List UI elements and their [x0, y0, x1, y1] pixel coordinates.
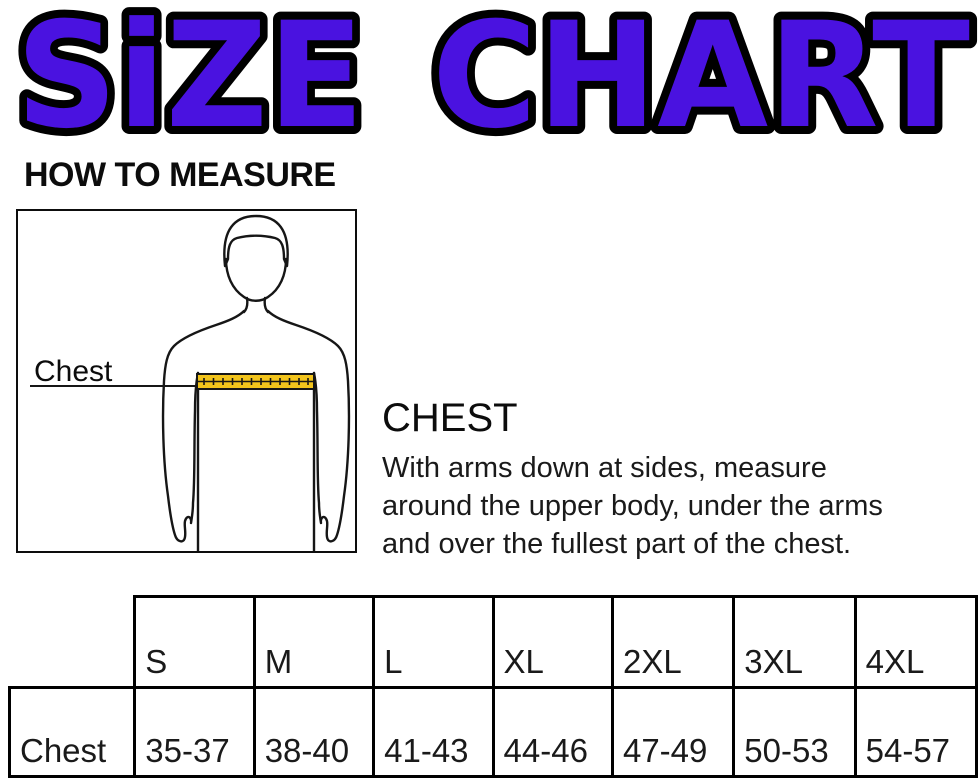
- chest-value-2xl: 47-49: [612, 688, 733, 777]
- chest-value-m: 38-40: [254, 688, 373, 777]
- chest-instructions-line-2: around the upper body, under the arms: [382, 490, 883, 522]
- size-column-header-3xl: 3XL: [734, 597, 855, 688]
- chest-value-3xl: 50-53: [734, 688, 855, 777]
- size-column-header-xl: XL: [493, 597, 612, 688]
- figure-left-arm: [163, 311, 244, 541]
- chest-instructions: [382, 449, 957, 563]
- chest-instructions-line-3: and over the fullest part of the chest.: [382, 528, 852, 560]
- table-corner-cell: [10, 597, 135, 688]
- chest-value-xl: 44-46: [493, 688, 612, 777]
- figure-face: [226, 259, 286, 301]
- body-figure-illustration: [18, 211, 355, 551]
- chest-section-heading: CHEST: [382, 396, 518, 440]
- chest-value-l: 41-43: [374, 688, 493, 777]
- size-header-row: [10, 597, 977, 688]
- chest-label: Chest: [34, 355, 113, 388]
- figure-hair: [224, 216, 287, 266]
- size-column-header-m: M: [254, 597, 373, 688]
- chest-measurement-row: [10, 688, 977, 777]
- title-word-size: SiZE: [16, 0, 364, 152]
- chest-value-4xl: 54-57: [855, 688, 976, 777]
- size-chart-title: [0, 0, 978, 152]
- how-to-measure-heading: HOW TO MEASURE: [24, 156, 336, 194]
- chest-value-s: 35-37: [135, 688, 254, 777]
- row-header-chest: Chest: [10, 688, 135, 777]
- chest-instructions-line-1: With arms down at sides, measure: [382, 452, 827, 484]
- measuring-tape: [197, 374, 314, 389]
- size-column-header-4xl: 4XL: [855, 597, 976, 688]
- size-column-header-s: S: [135, 597, 254, 688]
- size-column-header-l: L: [374, 597, 493, 688]
- measurement-diagram: [16, 209, 357, 553]
- size-table: [8, 595, 978, 778]
- figure-right-arm: [268, 311, 349, 541]
- size-column-header-2xl: 2XL: [612, 597, 733, 688]
- title-word-chart: CHART: [432, 0, 970, 152]
